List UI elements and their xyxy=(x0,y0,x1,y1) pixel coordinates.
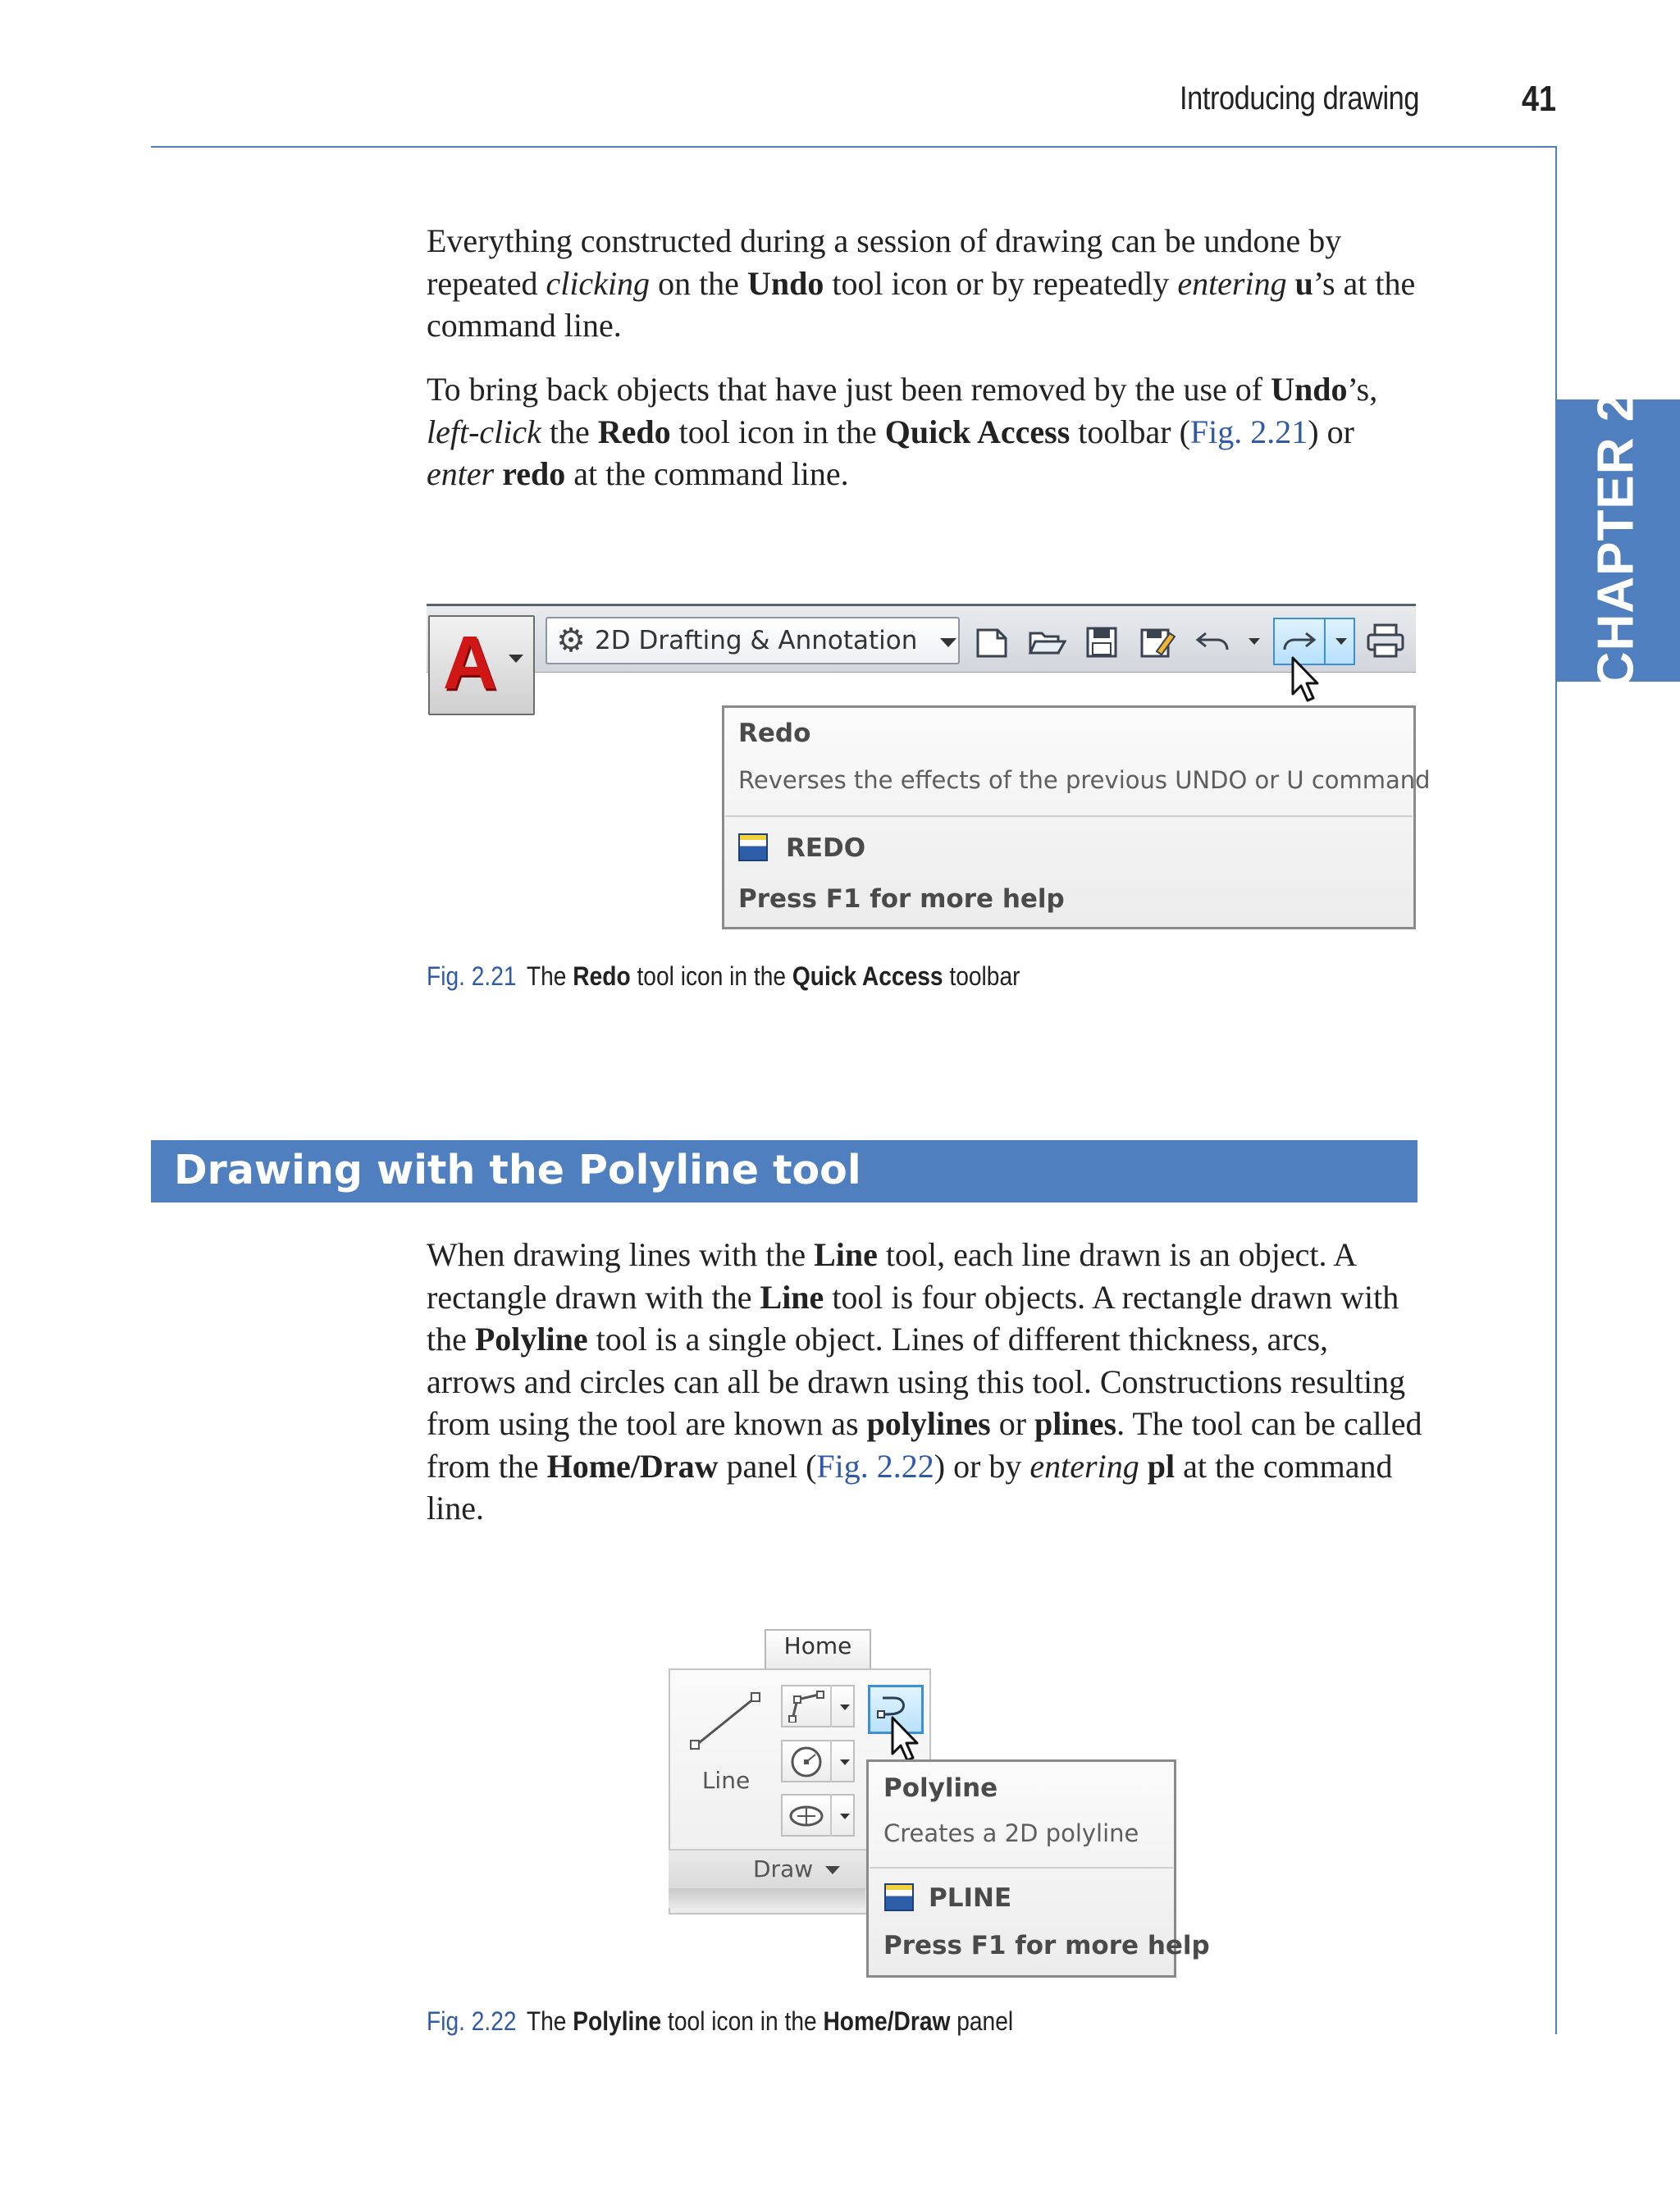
draw-panel-label: Draw xyxy=(753,1855,814,1883)
text-run: Redo xyxy=(573,961,631,991)
workspace-combo-value: 2D Drafting & Annotation xyxy=(595,626,918,655)
undo-icon[interactable] xyxy=(1194,623,1232,661)
text-run: Quick Access xyxy=(792,961,943,991)
tab-home-label: Home xyxy=(783,1632,852,1659)
figure-link[interactable]: Fig. 2.21 xyxy=(1189,413,1308,450)
tooltip-help: Press F1 for more help xyxy=(738,884,1065,914)
text-run: at the command line. xyxy=(565,455,849,492)
panel-shadow xyxy=(669,1888,865,1908)
text-run: tool icon in the xyxy=(661,2006,824,2036)
text-run: or xyxy=(990,1405,1035,1442)
text-run: entering xyxy=(1029,1447,1139,1485)
chevron-down-icon[interactable] xyxy=(1249,638,1260,645)
text-run: The xyxy=(526,961,573,991)
text-run: Polyline xyxy=(474,1321,588,1358)
text-run: Undo xyxy=(1271,371,1348,408)
tooltip-divider xyxy=(725,815,1413,817)
chevron-down-icon xyxy=(509,655,523,663)
text-run: toolbar xyxy=(943,961,1020,991)
header-rule xyxy=(151,146,1557,148)
tooltip-help: Press F1 for more help xyxy=(883,1931,1210,1960)
text-run: The xyxy=(526,2006,573,2036)
text-run: Home/Draw xyxy=(546,1447,719,1485)
text-run: ’s, xyxy=(1347,371,1378,408)
text-run: Quick Access xyxy=(884,413,1071,450)
text-run: at the command line. xyxy=(427,1447,1393,1527)
gear-icon: ⚙ xyxy=(556,622,586,659)
paragraph-redo xyxy=(427,368,1423,495)
text-run: panel ( xyxy=(718,1447,817,1485)
text-run: u xyxy=(1294,264,1313,302)
text-run: redo xyxy=(502,455,566,492)
chevron-down-icon[interactable] xyxy=(840,1814,850,1819)
text-run: the xyxy=(541,413,598,450)
text-run xyxy=(1287,265,1295,302)
text-run: tool icon or by repeatedly xyxy=(824,264,1178,302)
text-run: Home/Draw xyxy=(823,2006,951,2036)
redo-split-divider xyxy=(1324,618,1326,665)
text-run: When drawing lines with the xyxy=(427,1236,815,1273)
figure-caption xyxy=(427,2006,1013,2037)
mouse-pointer-icon xyxy=(889,1714,922,1765)
paragraph-undo xyxy=(427,220,1423,347)
text-run: Line xyxy=(760,1278,824,1316)
text-run: Polyline xyxy=(573,2006,662,2036)
figure-link[interactable]: Fig. 2.22 xyxy=(816,1447,934,1485)
command-icon xyxy=(738,833,768,861)
text-run: polylines xyxy=(866,1405,991,1442)
text-run: . The tool can be called from the xyxy=(427,1405,1422,1485)
circle-icon xyxy=(789,1745,824,1779)
text-run: Redo xyxy=(597,413,671,450)
text-run: pl xyxy=(1147,1447,1176,1485)
text-run xyxy=(494,455,502,492)
chevron-down-icon[interactable] xyxy=(840,1759,850,1765)
print-icon[interactable] xyxy=(1365,622,1406,661)
text-run: enter xyxy=(427,455,495,492)
new-document-icon[interactable] xyxy=(973,623,1011,661)
tooltip-description: Creates a 2D polyline xyxy=(883,1819,1139,1847)
split-divider xyxy=(830,1740,832,1782)
figure-label: Fig. 2.21 xyxy=(427,961,517,991)
text-run xyxy=(1139,1448,1148,1485)
chevron-down-icon[interactable] xyxy=(940,638,956,647)
save-icon[interactable] xyxy=(1083,623,1121,661)
text-run: plines xyxy=(1034,1405,1117,1442)
text-run: Line xyxy=(814,1236,878,1273)
mouse-pointer-icon xyxy=(1290,655,1322,705)
chapter-tab-label: CHAPTER 2 xyxy=(1587,392,1645,689)
command-icon xyxy=(884,1883,914,1911)
tooltip-description: Reverses the effects of the previous UNDO or U command xyxy=(738,766,1431,794)
text-run: entering xyxy=(1177,264,1287,302)
text-run: ’s at the command line. xyxy=(427,264,1416,344)
split-divider xyxy=(830,1685,832,1727)
tooltip-divider xyxy=(870,1867,1173,1869)
text-run: Undo xyxy=(746,264,824,302)
text-run: ) or xyxy=(1308,413,1354,450)
figure-label: Fig. 2.22 xyxy=(427,2006,517,2036)
paragraph-polyline xyxy=(427,1234,1423,1530)
save-as-icon[interactable] xyxy=(1137,623,1176,661)
polyline-icon xyxy=(788,1690,825,1723)
text-run: tool is a single object. Lines of different thickness, arcs, arrows and circles can all be drawn using this tool. Constructions resulting from using the tool are known as xyxy=(427,1321,1406,1442)
text-run: ) or by xyxy=(934,1447,1030,1485)
autocad-logo-icon: A xyxy=(442,621,498,705)
text-run: tool is four objects. A rectangle drawn with the xyxy=(427,1278,1399,1358)
text-run: Everything constructed during a session of drawing can be undone by repeated xyxy=(427,222,1342,302)
text-run: left-click xyxy=(427,413,541,450)
ellipse-icon xyxy=(788,1802,825,1830)
tooltip-title: Polyline xyxy=(883,1773,998,1803)
line-icon[interactable] xyxy=(687,1690,769,1754)
text-run: on the xyxy=(650,264,747,302)
text-run: tool icon in the xyxy=(630,961,792,991)
tooltip-title: Redo xyxy=(738,719,811,748)
line-button-label: Line xyxy=(701,1767,751,1794)
open-folder-icon[interactable] xyxy=(1027,623,1066,661)
running-title: Introducing drawing xyxy=(1180,80,1420,116)
tooltip-command: REDO xyxy=(786,833,866,863)
text-run: toolbar ( xyxy=(1070,413,1190,450)
chevron-down-icon[interactable] xyxy=(825,1866,840,1874)
text-run: tool icon in the xyxy=(670,413,885,450)
text-run: panel xyxy=(950,2006,1014,2036)
chevron-down-icon[interactable] xyxy=(1335,638,1347,645)
text-run: tool, each line drawn is an object. A rectangle drawn with the xyxy=(427,1236,1355,1316)
text-run: clicking xyxy=(546,264,651,302)
text-run: To bring back objects that have just been removed by the use of xyxy=(427,371,1271,408)
split-divider xyxy=(830,1794,832,1837)
chevron-down-icon[interactable] xyxy=(840,1705,850,1710)
tooltip-command: PLINE xyxy=(929,1883,1012,1913)
section-heading: Drawing with the Polyline tool xyxy=(174,1147,861,1193)
figure-caption xyxy=(427,961,1020,992)
page-number: 41 xyxy=(1522,79,1557,119)
